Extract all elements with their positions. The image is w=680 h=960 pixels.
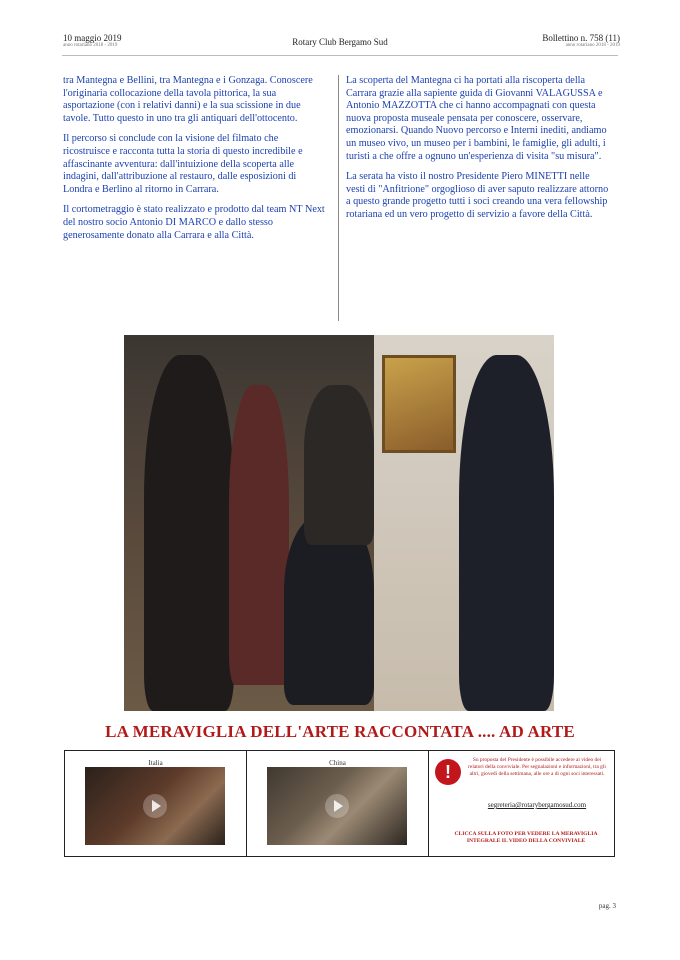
alert-icon: ! xyxy=(435,759,461,785)
article-column-left xyxy=(63,75,325,250)
video-label: Italia xyxy=(148,759,163,767)
video-links-box xyxy=(64,750,615,857)
video-thumbnail[interactable] xyxy=(267,767,407,845)
info-footer: CLICCA SULLA FOTO PER VEDERE LA MERAVIGLIA INTEGRALE IL VIDEO DELLA CONVIVIALE xyxy=(454,831,598,844)
photo-person xyxy=(304,385,374,545)
issue-date-sub: anno rotariano 2018 - 2019 xyxy=(63,43,118,48)
photo-painting xyxy=(382,355,456,453)
video-label: China xyxy=(329,759,346,767)
article-paragraph: Il percorso si conclude con la visione del filmato che ricostruisce e racconta tutta la storia di questo incredibile e affascinante avventura: dall'intuizione della scoperta alle indagini, dall'attribuzione al restauro, dalle esposizioni di Londra e Berlino al ritorno in Carrara. xyxy=(63,133,303,195)
article-column-right xyxy=(346,75,611,230)
article-paragraph: tra Mantegna e Bellini, tra Mantegna e i Gonzaga. Conoscere l'originaria collocazione della tavola pittorica, la sua asportazione (con i relativi danni) e la sua scissione in due tavole. Tutto questo in uno tra gli antiquari dell'ottocento. xyxy=(63,75,313,124)
header-divider xyxy=(62,55,618,56)
video-thumbnail[interactable] xyxy=(85,767,225,845)
photo-person xyxy=(229,385,289,685)
page-number: pag. 3 xyxy=(598,902,616,910)
video-panel-china xyxy=(247,751,429,856)
banner-title: LA MERAVIGLIA DELL'ARTE RACCONTATA .... AD ARTE xyxy=(105,722,575,741)
article-paragraph: Il cortometraggio è stato realizzato e prodotto dal team NT Next del nostro socio Antonio DI MARCO e dallo stesso generosamente donato alla Carrara e alla Città. xyxy=(63,204,325,241)
photo-person xyxy=(144,355,234,711)
bulletin-sub: anno rotariano 2018 - 2019 xyxy=(565,43,620,48)
bulletin-number: Bollettino n. 758 (11) xyxy=(542,33,620,43)
column-divider xyxy=(338,75,339,321)
article-paragraph: La scoperta del Mantegna ci ha portati alla riscoperta della Carrara grazie alla sapiente guida di Giovanni VALAGUSSA e Antonio MAZZOTTA che ci hanno accompagnati con questa nuova proposta museale pensata per conoscere, osservare, emozionarsi. Quando Nuovo percorso e Interni inediti, andiamo un museo vivo, un museo per i bambini, le famiglie, gli adulti, i turisti a che offre a ognuno un'esperienza di visita "su misura". xyxy=(346,75,607,162)
event-photo xyxy=(124,335,554,711)
issue-date: 10 maggio 2019 xyxy=(63,33,122,43)
info-text: Su proposta del Presidente è possibile accedere ai video dei relatori della conviviale. Per segnalazioni e informazioni, tra gli altri, giovedì della settimana, alle ore a di ogni soci interessati. xyxy=(468,757,606,777)
video-panel-italia xyxy=(65,751,247,856)
article-paragraph: La serata ha visto il nostro Presidente Piero MINETTI nelle vesti di "Anfitrione" orgoglioso di aver saputo realizzare attorno a questo grande progetto tutti i soci creando una vera fellowship rotariana ed un vero progetto di servizio a favore della Città. xyxy=(346,171,609,220)
play-icon xyxy=(143,794,167,818)
info-panel xyxy=(429,751,614,856)
header-right xyxy=(542,33,620,49)
play-icon xyxy=(325,794,349,818)
contact-email-link[interactable]: segreteria@rotarybergamosud.com xyxy=(487,801,587,809)
photo-person xyxy=(459,355,554,711)
club-name: Rotary Club Bergamo Sud xyxy=(292,37,388,47)
